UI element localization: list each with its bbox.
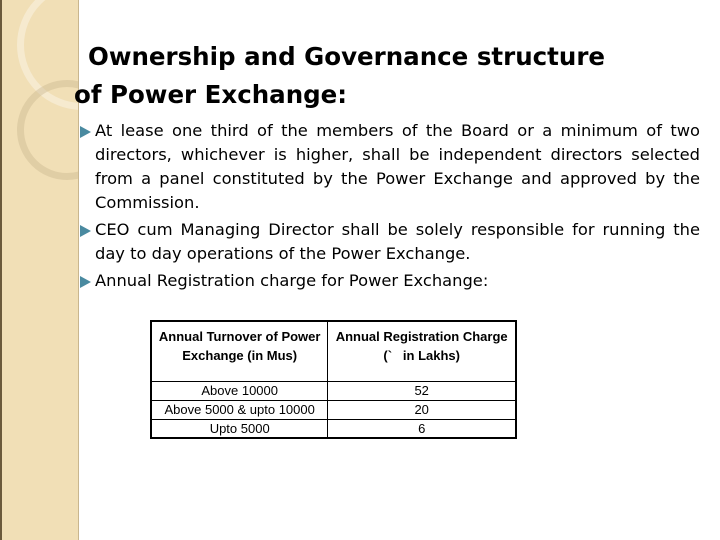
- title-line-2: of Power Exchange:: [74, 80, 348, 109]
- cell-charge: 52: [328, 381, 516, 400]
- list-item: [80, 269, 700, 293]
- cell-turnover: Above 10000: [151, 381, 328, 400]
- title-line-1: Ownership and Governance structure: [88, 42, 606, 71]
- column-header-charge: [328, 321, 516, 381]
- header-line: Annual Turnover of Power: [158, 329, 321, 344]
- arrow-bullet-icon: [80, 276, 91, 288]
- bullet-list: [80, 119, 700, 296]
- table-header-row: [151, 321, 516, 381]
- cell-charge: 20: [328, 400, 516, 419]
- slide-title: [74, 38, 694, 114]
- column-header-turnover: [151, 321, 328, 381]
- cell-charge: 6: [328, 419, 516, 438]
- list-item: [80, 218, 700, 266]
- table-row: [151, 419, 516, 438]
- bullet-text: At lease one third of the members of the Board or a minimum of two directors, whichever is higher, shall be independent directors selected from a panel constituted by the Power Exchange and approved by the Commission.: [95, 121, 700, 212]
- header-line: Annual Registration Charge: [335, 329, 508, 344]
- list-item: [80, 119, 700, 215]
- decorative-circle: [17, 80, 79, 180]
- arrow-bullet-icon: [80, 126, 91, 138]
- table-row: [151, 381, 516, 400]
- cell-turnover: Upto 5000: [151, 419, 328, 438]
- header-line: (` in Lakhs): [383, 348, 460, 363]
- header-line: Exchange (in Mus): [182, 348, 298, 363]
- cell-turnover: Above 5000 & upto 10000: [151, 400, 328, 419]
- arrow-bullet-icon: [80, 225, 91, 237]
- bullet-text: CEO cum Managing Director shall be solely responsible for running the day to day operations of the Power Exchange.: [95, 220, 700, 263]
- decorative-side-band: [0, 0, 79, 540]
- registration-charge-table: [150, 320, 517, 439]
- bullet-text: Annual Registration charge for Power Exchange:: [95, 271, 489, 290]
- table-row: [151, 400, 516, 419]
